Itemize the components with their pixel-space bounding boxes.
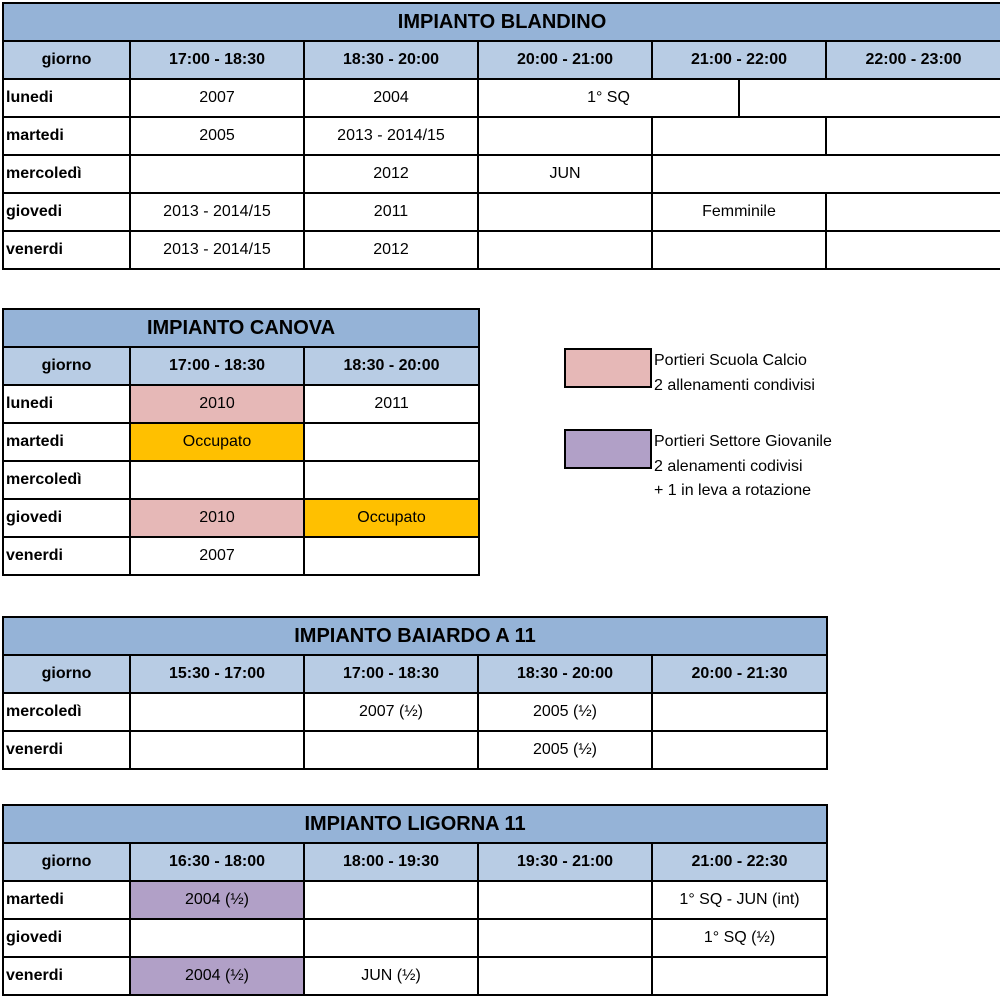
legend-label: 2 allenamenti condivisi: [654, 376, 815, 394]
baiardo-header-slot: 20:00 - 21:30: [652, 655, 827, 693]
ligorna-header-day: giorno: [3, 843, 130, 881]
schedule-cell: [478, 231, 652, 269]
day-label: venerdi: [3, 231, 130, 269]
table-row: [3, 957, 827, 995]
day-label: martedi: [3, 423, 130, 461]
schedule-cell: [304, 537, 479, 575]
schedule-cell: [304, 423, 479, 461]
day-label: martedi: [3, 881, 130, 919]
blandino-title: IMPIANTO BLANDINO: [3, 3, 1000, 41]
schedule-cell: [652, 957, 827, 995]
schedule-cell: [826, 117, 1000, 155]
schedule-cell: 1° SQ (½): [652, 919, 827, 957]
baiardo-title: IMPIANTO BAIARDO A 11: [3, 617, 827, 655]
schedule-cell: 2012: [304, 231, 478, 269]
table-baiardo: [2, 616, 828, 770]
schedule-cell: [652, 731, 827, 769]
table-row: [3, 231, 1000, 269]
schedule-cell: JUN (½): [304, 957, 478, 995]
legend-text-pink: [654, 349, 815, 398]
blandino-header-slot: 21:00 - 22:00: [652, 41, 826, 79]
baiardo-header-slot: 15:30 - 17:00: [130, 655, 304, 693]
legend-label: Portieri Settore Giovanile: [654, 433, 832, 450]
day-label: mercoledì: [3, 155, 130, 193]
ligorna-header-slot: 21:00 - 22:30: [652, 843, 827, 881]
legend-text-purple: [654, 430, 832, 504]
day-label: mercoledì: [3, 461, 130, 499]
schedule-cell-goalkeeper-school: 2010: [130, 385, 304, 423]
schedule-cell: 2012: [304, 155, 478, 193]
schedule-cell: 2004: [304, 79, 478, 117]
schedule-cell: 2013 - 2014/15: [304, 117, 478, 155]
table-row: [3, 385, 479, 423]
schedule-cell: [826, 193, 1000, 231]
schedule-cell: 1° SQ - JUN (int): [652, 881, 827, 919]
schedule-cell: [130, 461, 304, 499]
schedule-cell: [130, 731, 304, 769]
schedule-cell: 2007: [130, 79, 304, 117]
schedule-cell: 2011: [304, 385, 479, 423]
schedule-cell-occupied: Occupato: [304, 499, 479, 537]
legend-label: + 1 in leva a rotazione: [654, 482, 811, 499]
schedule-cell: [652, 231, 826, 269]
schedule-cell: [652, 155, 1000, 193]
schedule-cell: [478, 881, 652, 919]
day-label: mercoledì: [3, 693, 130, 731]
schedule-cell: 2013 - 2014/15: [130, 231, 304, 269]
canova-header-slot: 18:30 - 20:00: [304, 347, 479, 385]
blandino-header-day: giorno: [3, 41, 130, 79]
blandino-header-slot: 22:00 - 23:00: [826, 41, 1000, 79]
schedule-cell: [652, 117, 826, 155]
schedule-cell: 2005 (½): [478, 731, 652, 769]
day-label: venerdi: [3, 957, 130, 995]
day-label: martedi: [3, 117, 130, 155]
ligorna-header-slot: 18:00 - 19:30: [304, 843, 478, 881]
schedule-cell: [478, 117, 652, 155]
table-row: [3, 423, 479, 461]
canova-header-day: giorno: [3, 347, 130, 385]
schedule-cell: [478, 957, 652, 995]
schedule-cell: [304, 731, 478, 769]
table-row: [3, 881, 827, 919]
day-label: lunedi: [3, 79, 130, 117]
schedule-cell: 1° SQ: [478, 79, 739, 117]
schedule-cell: [130, 155, 304, 193]
ligorna-title: IMPIANTO LIGORNA 11: [3, 805, 827, 843]
table-row: [3, 731, 827, 769]
baiardo-header-slot: 17:00 - 18:30: [304, 655, 478, 693]
table-row: [3, 499, 479, 537]
ligorna-header-slot: 16:30 - 18:00: [130, 843, 304, 881]
table-ligorna: [2, 804, 828, 996]
schedule-cell: [130, 693, 304, 731]
table-row: [3, 79, 1000, 117]
schedule-cell: [652, 693, 827, 731]
schedule-cell: [478, 919, 652, 957]
schedule-cell-goalkeeper-school: 2010: [130, 499, 304, 537]
schedule-cell: 2007: [130, 537, 304, 575]
schedule-cell-goalkeeper-youth: 2004 (½): [130, 957, 304, 995]
baiardo-header-day: giorno: [3, 655, 130, 693]
table-row: [3, 919, 827, 957]
day-label: venerdi: [3, 537, 130, 575]
schedule-cell: JUN: [478, 155, 652, 193]
ligorna-header-slot: 19:30 - 21:00: [478, 843, 652, 881]
canova-title: IMPIANTO CANOVA: [3, 309, 479, 347]
schedule-cell: 2011: [304, 193, 478, 231]
legend-swatch-pink: [564, 348, 652, 388]
schedule-cell: 2007 (½): [304, 693, 478, 731]
table-row: [3, 693, 827, 731]
day-label: lunedi: [3, 385, 130, 423]
table-canova: [2, 308, 480, 576]
schedule-cell: [304, 461, 479, 499]
blandino-header-slot: 17:00 - 18:30: [130, 41, 304, 79]
legend-swatch-purple: [564, 429, 652, 469]
day-label: giovedi: [3, 193, 130, 231]
table-blandino: [2, 2, 1000, 270]
schedule-cell: [130, 919, 304, 957]
schedule-cell: [826, 231, 1000, 269]
schedule-cell: 2005 (½): [478, 693, 652, 731]
legend-label: Portieri Scuola Calcio: [654, 352, 807, 369]
schedule-cell: 2005: [130, 117, 304, 155]
table-row: [3, 117, 1000, 155]
schedule-cell: 2013 - 2014/15: [130, 193, 304, 231]
canova-header-slot: 17:00 - 18:30: [130, 347, 304, 385]
day-label: giovedi: [3, 919, 130, 957]
blandino-header-slot: 18:30 - 20:00: [304, 41, 478, 79]
blandino-header-slot: 20:00 - 21:00: [478, 41, 652, 79]
schedule-cell-occupied: Occupato: [130, 423, 304, 461]
legend-label: 2 alenamenti codivisi: [654, 457, 803, 475]
table-row: [3, 193, 1000, 231]
baiardo-header-slot: 18:30 - 20:00: [478, 655, 652, 693]
day-label: venerdi: [3, 731, 130, 769]
day-label: giovedi: [3, 499, 130, 537]
table-row: [3, 461, 479, 499]
schedule-cell: Femminile: [652, 193, 826, 231]
schedule-cell: [739, 79, 1000, 117]
schedule-cell-goalkeeper-youth: 2004 (½): [130, 881, 304, 919]
schedule-cell: [478, 193, 652, 231]
schedule-cell: [304, 919, 478, 957]
table-row: [3, 537, 479, 575]
schedule-cell: [304, 881, 478, 919]
table-row: [3, 155, 1000, 193]
